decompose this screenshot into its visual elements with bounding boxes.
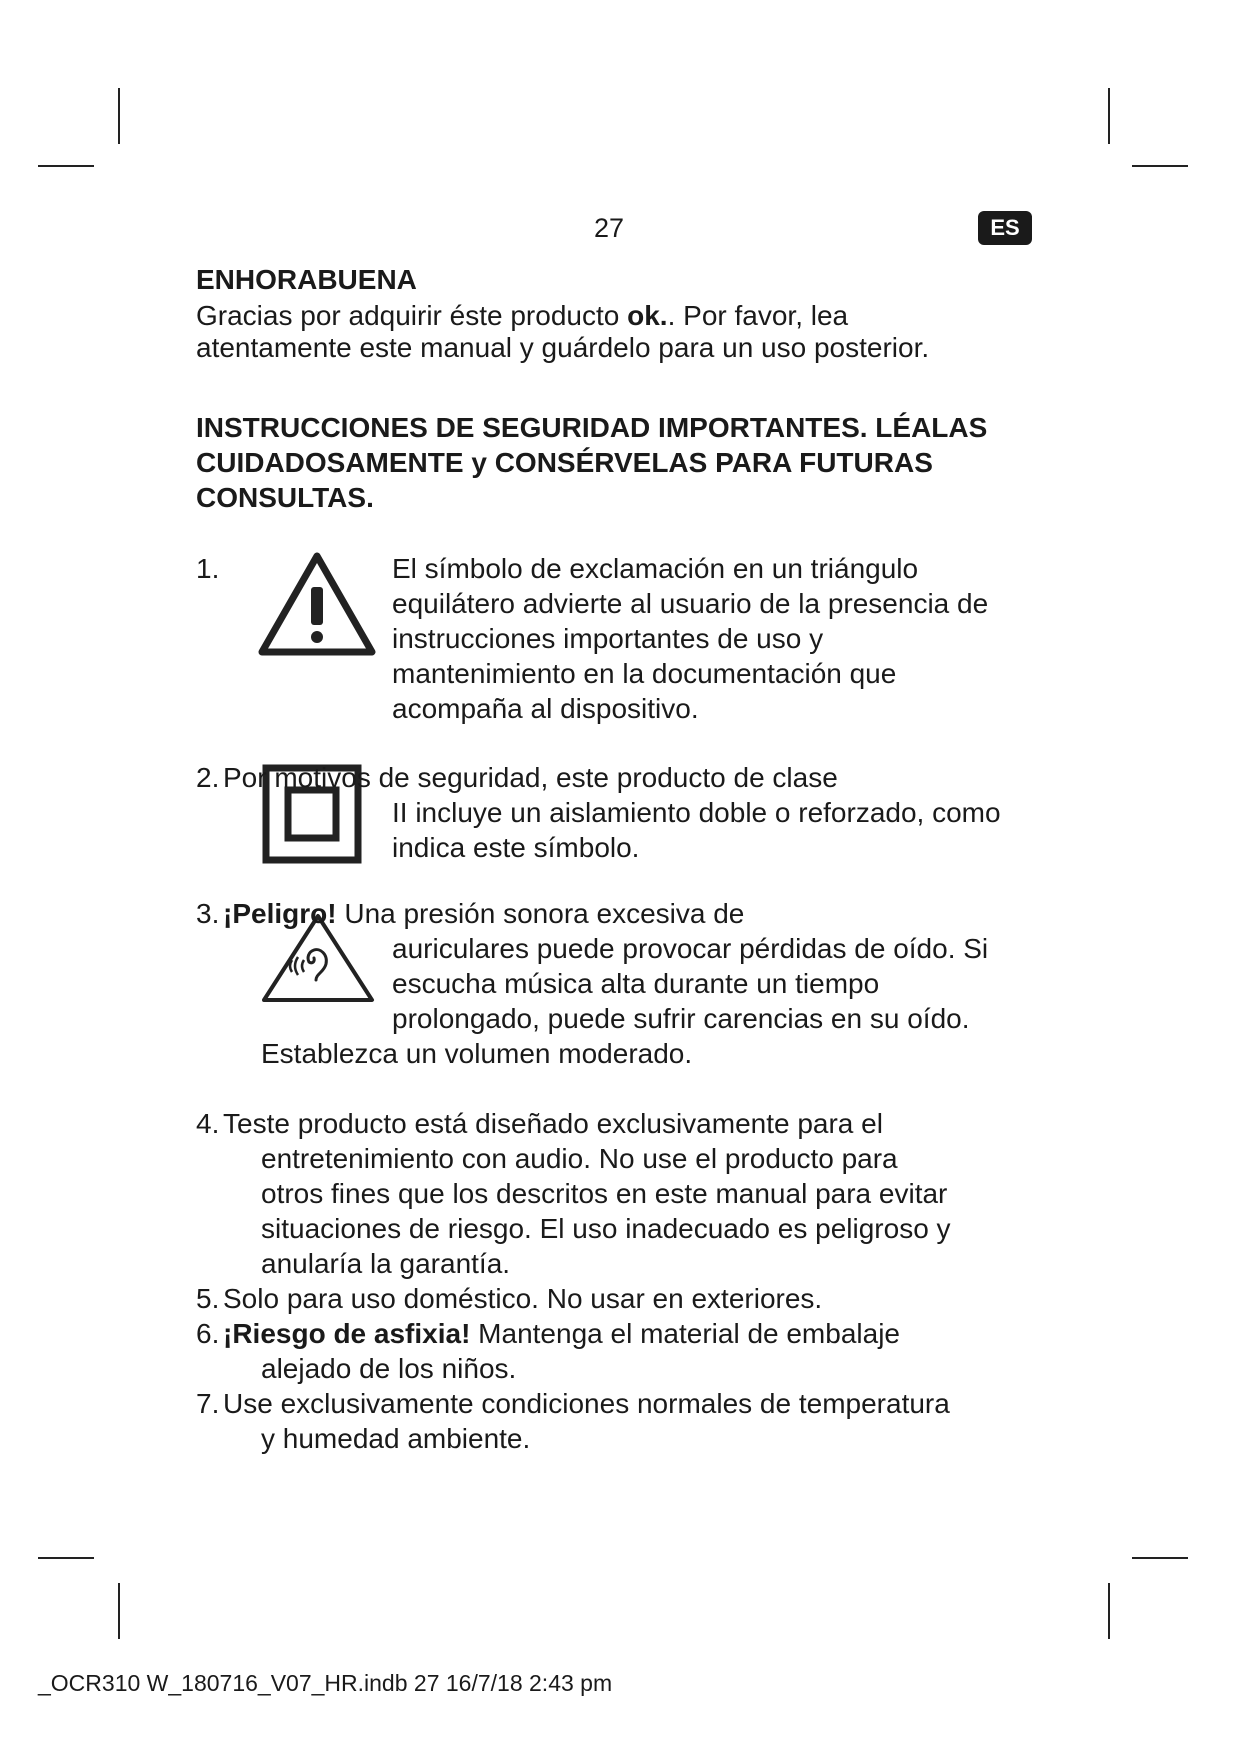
item-1-line: equilátero advierte al usuario de la presencia de	[392, 588, 989, 619]
item-number: 1.	[196, 553, 220, 584]
intro-title: ENHORABUENA	[196, 264, 417, 295]
item-3-line: Establezca un volumen moderado.	[261, 1038, 693, 1069]
item-1-line: acompaña al dispositivo.	[392, 693, 699, 724]
item-4-line: Teste producto está diseñado exclusivamente para el	[223, 1108, 883, 1139]
brand-name: ok.	[627, 300, 668, 331]
item-2-line: Por motivos de seguridad, este producto de clase	[223, 762, 838, 793]
print-slug: _OCR310 W_180716_V07_HR.indb 27 16/7/18 2:43 pm	[38, 1670, 613, 1696]
crop-mark	[118, 1583, 120, 1639]
item-7-line: Use exclusivamente condiciones normales de temperatura	[223, 1388, 950, 1419]
item-6-line: alejado de los niños.	[261, 1353, 517, 1384]
item-3-line: auriculares puede provocar pérdidas de oído. Si	[392, 933, 989, 964]
item-4-line: situaciones de riesgo. El uso inadecuado es peligroso y	[261, 1213, 951, 1244]
warning-triangle-icon	[258, 552, 376, 656]
intro-line: atentamente este manual y guárdelo para un uso posterior.	[196, 332, 930, 363]
crop-mark	[118, 88, 120, 144]
item-number: 3.	[196, 898, 220, 929]
crop-mark	[1108, 1583, 1110, 1639]
page-number: 27	[594, 213, 625, 243]
item-1-line: mantenimiento en la documentación que	[392, 658, 897, 689]
item-1-line: instrucciones importantes de uso y	[392, 623, 824, 654]
safety-heading: INSTRUCCIONES DE SEGURIDAD IMPORTANTES. LÉALAS	[196, 412, 988, 443]
item-number: 7.	[196, 1388, 220, 1419]
item-number: 2.	[196, 762, 220, 793]
item-4-line: anularía la garantía.	[261, 1248, 511, 1279]
item-7-line: y humedad ambiente.	[261, 1423, 531, 1454]
item-6-line: ¡Riesgo de asfixia! Mantenga el material de embalaje	[223, 1318, 900, 1349]
item-3-line: prolongado, puede sufrir carencias en su oído.	[392, 1003, 970, 1034]
safety-heading: CONSULTAS.	[196, 482, 374, 513]
intro-line: Gracias por adquirir éste producto ok.. Por favor, lea	[196, 300, 849, 331]
crop-mark	[1132, 1557, 1188, 1559]
suffocation-warning-label: ¡Riesgo de asfixia!	[223, 1318, 471, 1349]
item-5-line: Solo para uso doméstico. No usar en exteriores.	[223, 1283, 823, 1314]
item-number: 5.	[196, 1283, 220, 1314]
item-3-line: escucha música alta durante un tiempo	[392, 968, 880, 999]
item-2-line: II incluye un aislamiento doble o reforzado, como	[392, 797, 1001, 828]
crop-mark	[38, 165, 94, 167]
crop-mark	[1108, 88, 1110, 144]
item-4-line: entretenimiento con audio. No use el producto para	[261, 1143, 898, 1174]
danger-label: ¡Peligro!	[223, 898, 337, 929]
item-number: 6.	[196, 1318, 220, 1349]
item-3-line: ¡Peligro! Una presión sonora excesiva de	[223, 898, 745, 929]
crop-mark	[38, 1557, 94, 1559]
safety-heading: CUIDADOSAMENTE y CONSÉRVELAS PARA FUTURAS	[196, 447, 933, 478]
item-1-line: El símbolo de exclamación en un triángulo	[392, 553, 919, 584]
language-badge: ES	[978, 211, 1032, 245]
item-2-line: indica este símbolo.	[392, 832, 640, 863]
item-number: 4.	[196, 1108, 220, 1139]
item-4-line: otros fines que los descritos en este manual para evitar	[261, 1178, 948, 1209]
crop-mark	[1132, 165, 1188, 167]
